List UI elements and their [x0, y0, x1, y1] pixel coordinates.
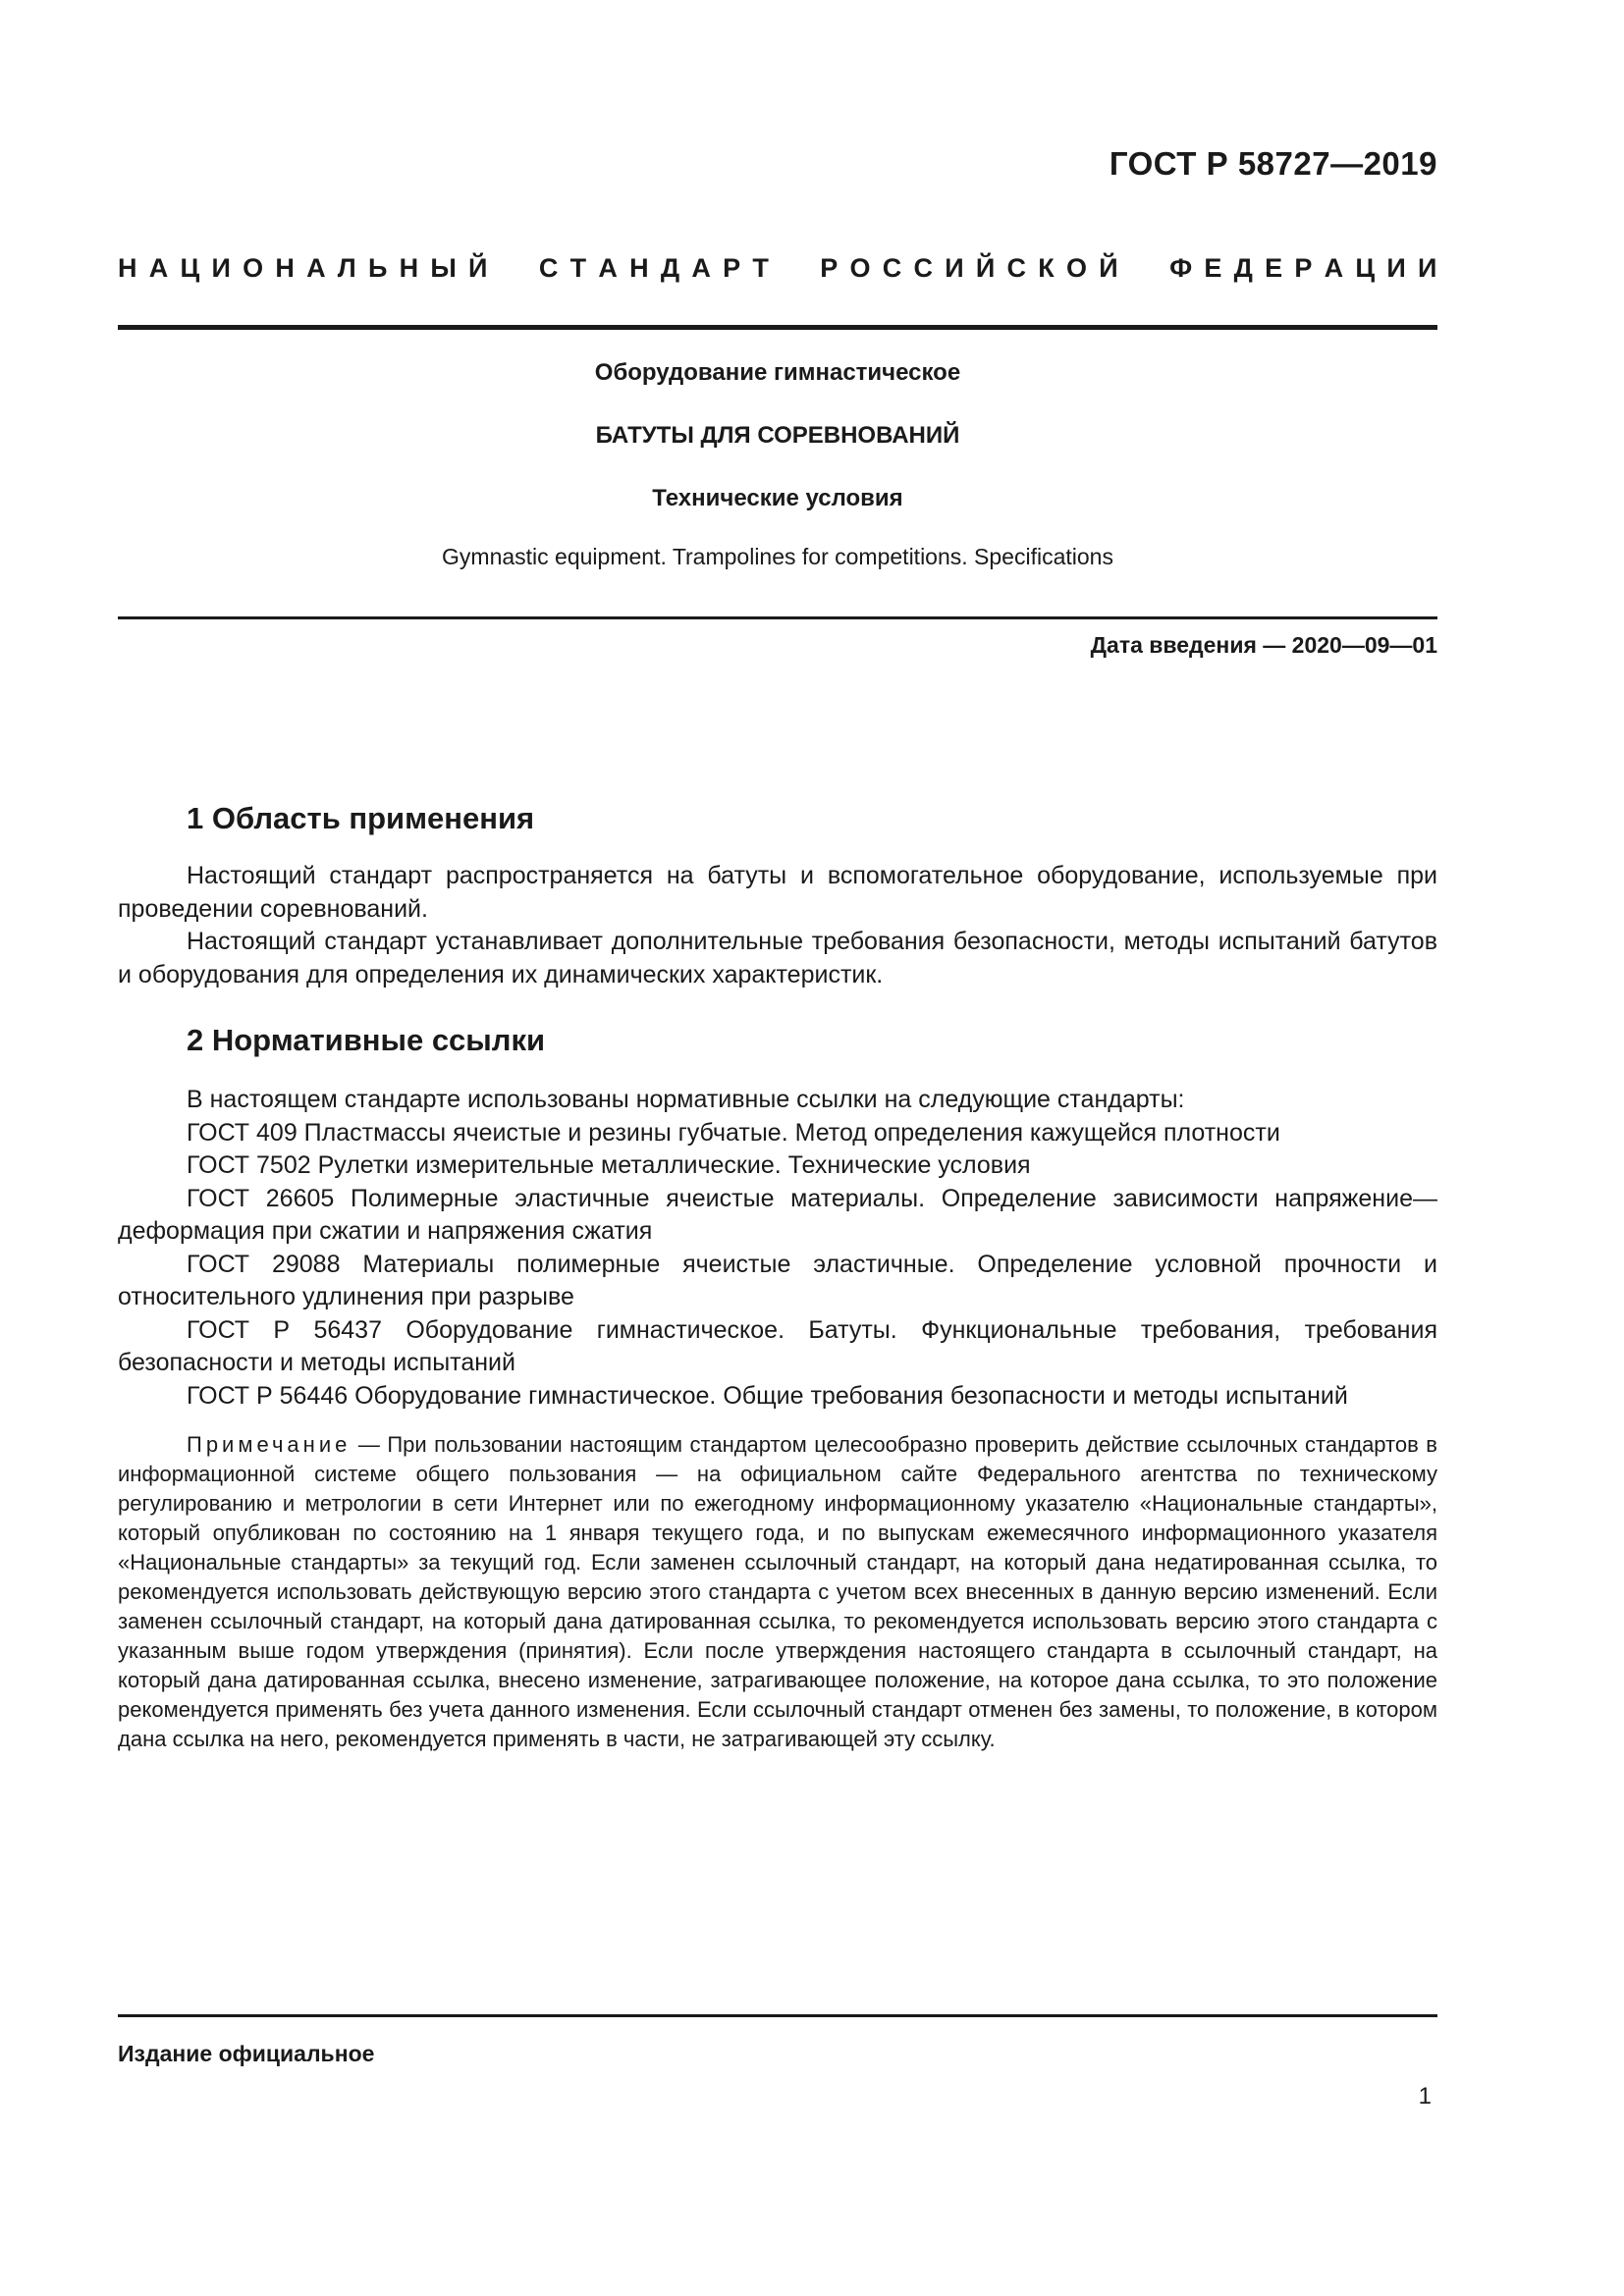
banner-letter: Й — [975, 253, 996, 283]
paragraph: В настоящем стандарте использованы нормативные ссылки на следующие стандарты: — [187, 1086, 1185, 1113]
title-english: Gymnastic equipment. Trampolines for competitions. Specifications — [442, 544, 1113, 569]
banner-letter: Н — [275, 253, 295, 283]
gost-code: ГОСТ Р 58727—2019 — [1109, 145, 1437, 182]
banner-letter: Л — [337, 253, 356, 283]
banner-letter: И — [1417, 253, 1437, 283]
banner-letter: С — [1006, 253, 1027, 283]
title-equipment: Оборудование гимнастическое — [594, 359, 961, 386]
banner-letter: К — [1038, 253, 1055, 283]
banner-letter: Е — [1204, 253, 1222, 283]
header-rule — [118, 325, 1437, 330]
banner-letter: И — [1386, 253, 1406, 283]
banner-word-gap — [1130, 253, 1158, 284]
edition-label: Издание официальное — [118, 2041, 375, 2066]
banner-letter: Н — [629, 253, 649, 283]
banner-letter: Р — [1294, 253, 1313, 283]
document-body — [118, 797, 1437, 1776]
banner-letter: Ы — [430, 253, 457, 283]
page-number: 1 — [1418, 2083, 1432, 2109]
reference-item: ГОСТ 26605 Полимерные эластичные ячеистые материалы. Определение зависимости напряжение—деформация при сжатии и напряжения сжатия — [118, 1184, 1437, 1245]
banner-letter: А — [598, 253, 618, 283]
title-block — [118, 359, 1437, 577]
banner-letter: Н — [118, 253, 137, 283]
note-label: Примечание — [187, 1432, 352, 1457]
banner-letter: А — [306, 253, 326, 283]
national-standard-banner — [118, 253, 1437, 284]
reference-item: ГОСТ 29088 Материалы полимерные ячеистые эластичные. Определение условной прочности и относительного удлинения при разрыве — [118, 1250, 1437, 1310]
banner-letter: Ц — [180, 253, 200, 283]
banner-letter: А — [148, 253, 169, 283]
banner-letter: С — [913, 253, 934, 283]
banner-letter: Т — [752, 253, 769, 283]
title-main: БАТУТЫ ДЛЯ СОРЕВНОВАНИЙ — [595, 422, 960, 449]
paragraph: Настоящий стандарт распространяется на батуты и вспомогательное оборудование, используемые при проведении соревнований. — [118, 862, 1437, 923]
banner-letter: Й — [1099, 253, 1118, 283]
document-page — [118, 0, 1437, 2296]
banner-letter: Й — [468, 253, 488, 283]
reference-item: ГОСТ 409 Пластмассы ячеистые и резины губчатые. Метод определения кажущейся плотности — [187, 1118, 1280, 1147]
banner-letter: О — [243, 253, 264, 283]
banner-letter: Е — [1265, 253, 1283, 283]
section-heading: 2 Нормативные ссылки — [187, 1023, 546, 1057]
section-heading: 1 Область применения — [187, 801, 535, 835]
banner-word-gap — [781, 253, 808, 284]
reference-item: ГОСТ Р 56437 Оборудование гимнастическое. Батуты. Функциональные требования, требования безопасности и методы испытаний — [118, 1315, 1437, 1376]
banner-letter: Д — [1233, 253, 1253, 283]
banner-letter: Д — [660, 253, 680, 283]
banner-letter: С — [538, 253, 559, 283]
banner-letter: Т — [569, 253, 587, 283]
reference-item: ГОСТ 7502 Рулетки измерительные металлические. Технические условия — [187, 1151, 1031, 1179]
title-rule — [118, 616, 1437, 619]
banner-letter: Р — [820, 253, 839, 283]
banner-letter: С — [882, 253, 902, 283]
footer-rule — [118, 2014, 1437, 2017]
intro-date: Дата введения — 2020—09—01 — [1090, 632, 1437, 658]
banner-letter: А — [1324, 253, 1344, 283]
banner-letter: Ф — [1169, 253, 1193, 283]
section-2 — [118, 1019, 1437, 1754]
reference-item: ГОСТ Р 56446 Оборудование гимнастическое. Общие требования безопасности и методы испытаний — [187, 1381, 1348, 1410]
note-text: — При пользовании настоящим стандартом целесообразно проверить действие ссылочных стандартов в информационной системе общего пользования — на официальном сайте Федерального агентства по техническому регулированию и метрологии в сети Интернет или по ежегодному информационному указателю «Национальные стандарты», который опубликован по состоянию на 1 января текущего года, и по выпускам ежемесячного информационного указателя «Национальные стандарты» за текущий год. Если заменен ссылочный стандарт, на который дана недатированная ссылка, то рекомендуется использовать действующую версию этого стандарта с учетом всех внесенных в данную версию изменений. Если заменен ссылочный стандарт, на который дана датированная ссылка, то рекомендуется использовать версию этого стандарта с указанным выше годом утверждения (принятия). Если после утверждения настоящего стандарта в ссылочный стандарт, на который дана датированная ссылка, внесено изменение, затрагивающее положение, на которое дана ссылка, то это положение рекомендуется применять без учета данного изменения. Если ссылочный стандарт отменен без замены, то положение, в котором дана ссылка на него, рекомендуется применять в части, не затрагивающей эту ссылку. — [118, 1432, 1437, 1751]
note — [118, 1430, 1437, 1754]
paragraph: Настоящий стандарт устанавливает дополнительные требования безопасности, методы испытаний батутов и оборудования для определения их динамических характеристик. — [118, 928, 1437, 988]
banner-letter: И — [211, 253, 231, 283]
banner-word-gap — [500, 253, 527, 284]
banner-letter: А — [691, 253, 711, 283]
banner-letter: Ц — [1355, 253, 1376, 283]
banner-letter: Ь — [367, 253, 388, 283]
section-1-body — [118, 860, 1437, 991]
title-subtitle: Технические условия — [652, 485, 903, 511]
banner-letter: И — [945, 253, 964, 283]
banner-letter: Р — [723, 253, 741, 283]
banner-letter: О — [849, 253, 871, 283]
banner-letter: О — [1065, 253, 1087, 283]
banner-letter: Н — [399, 253, 419, 283]
section-2-body — [118, 1084, 1437, 1413]
